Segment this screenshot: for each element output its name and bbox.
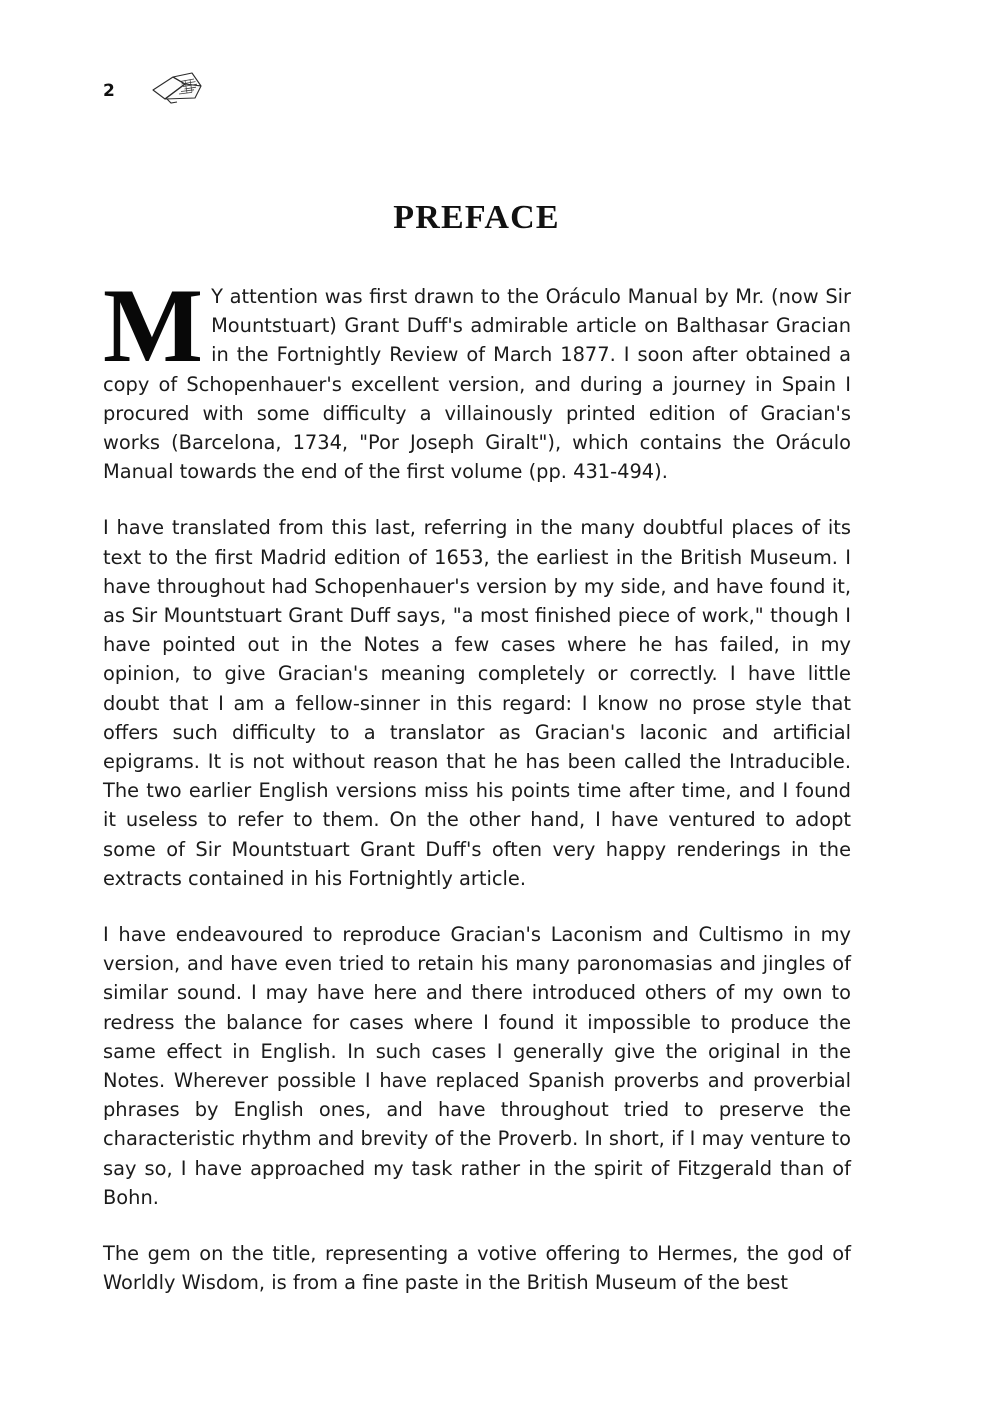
paragraph-2: I have translated from this last, referring in the many doubtful places of its text to the first Madrid edition of 1653, the earliest in the British Museum. I have throughout had Schopenhauer's version by my side, and have found it, as Sir Mountstuart Grant Duff says, "a most finished piece of work," though I have pointed out in the Notes a few cases where he has failed, in my opinion, to give Gracian's meaning completely or correctly. I have little doubt that I am a fellow-sinner in this regard: I know no prose style that offers such difficulty to a translator as Gracian's laconic and artificial epigrams. It is not without reason that he has been called the Intraducible. The two earlier English versions miss his points time after time, and I found it useless to refer to them. On the other hand, I have ventured to adopt some of Sir Mountstuart Grant Duff's often very happy renderings in the extracts contained in his Fortnightly article. — [103, 516, 851, 890]
page-number: 2 — [103, 80, 115, 101]
page-title: PREFACE — [393, 198, 560, 236]
running-header — [103, 66, 850, 116]
drop-cap-letter: M — [103, 267, 204, 384]
paragraph-1 — [103, 267, 851, 486]
paragraph-3: I have endeavoured to reproduce Gracian's Laconism and Cultismo in my version, and have even tried to retain his many paronomasias and jingles of similar sound. I may have here and there introduced others of my own to redress the balance for cases where I found it impossible to produce the same effect in English. In such cases I generally give the original in the Notes. Wherever possible I have replaced Spanish proverbs and proverbial phrases by English ones, and have throughout tried to preserve the characteristic rhythm and brevity of the Proverb. In short, if I may venture to say so, I have approached my task rather in the spirit of Fitzgerald than of Bohn. — [103, 923, 851, 1209]
paragraph-1-text: Y attention was first drawn to the Oráculo Manual by Mr. (now Sir Mountstuart) Grant Duff's admirable article on Balthasar Gracian in the Fortnightly Review of March 1877. I soon after obtained a copy of Schopenhauer's excellent version, and during a journey in Spain I procured with some difficulty a villainously printed edition of Gracian's works (Barcelona, 1734, "Por Joseph Giralt"), which contains the Oráculo Manual towards the end of the first volume (pp. 431-494). — [103, 285, 851, 484]
paragraph-4: The gem on the title, representing a votive offering to Hermes, the god of Worldly Wisdom, is from a fine paste in the British Museum of the best — [103, 1242, 851, 1295]
open-book-icon — [151, 70, 203, 112]
body-text-column — [103, 267, 851, 1298]
